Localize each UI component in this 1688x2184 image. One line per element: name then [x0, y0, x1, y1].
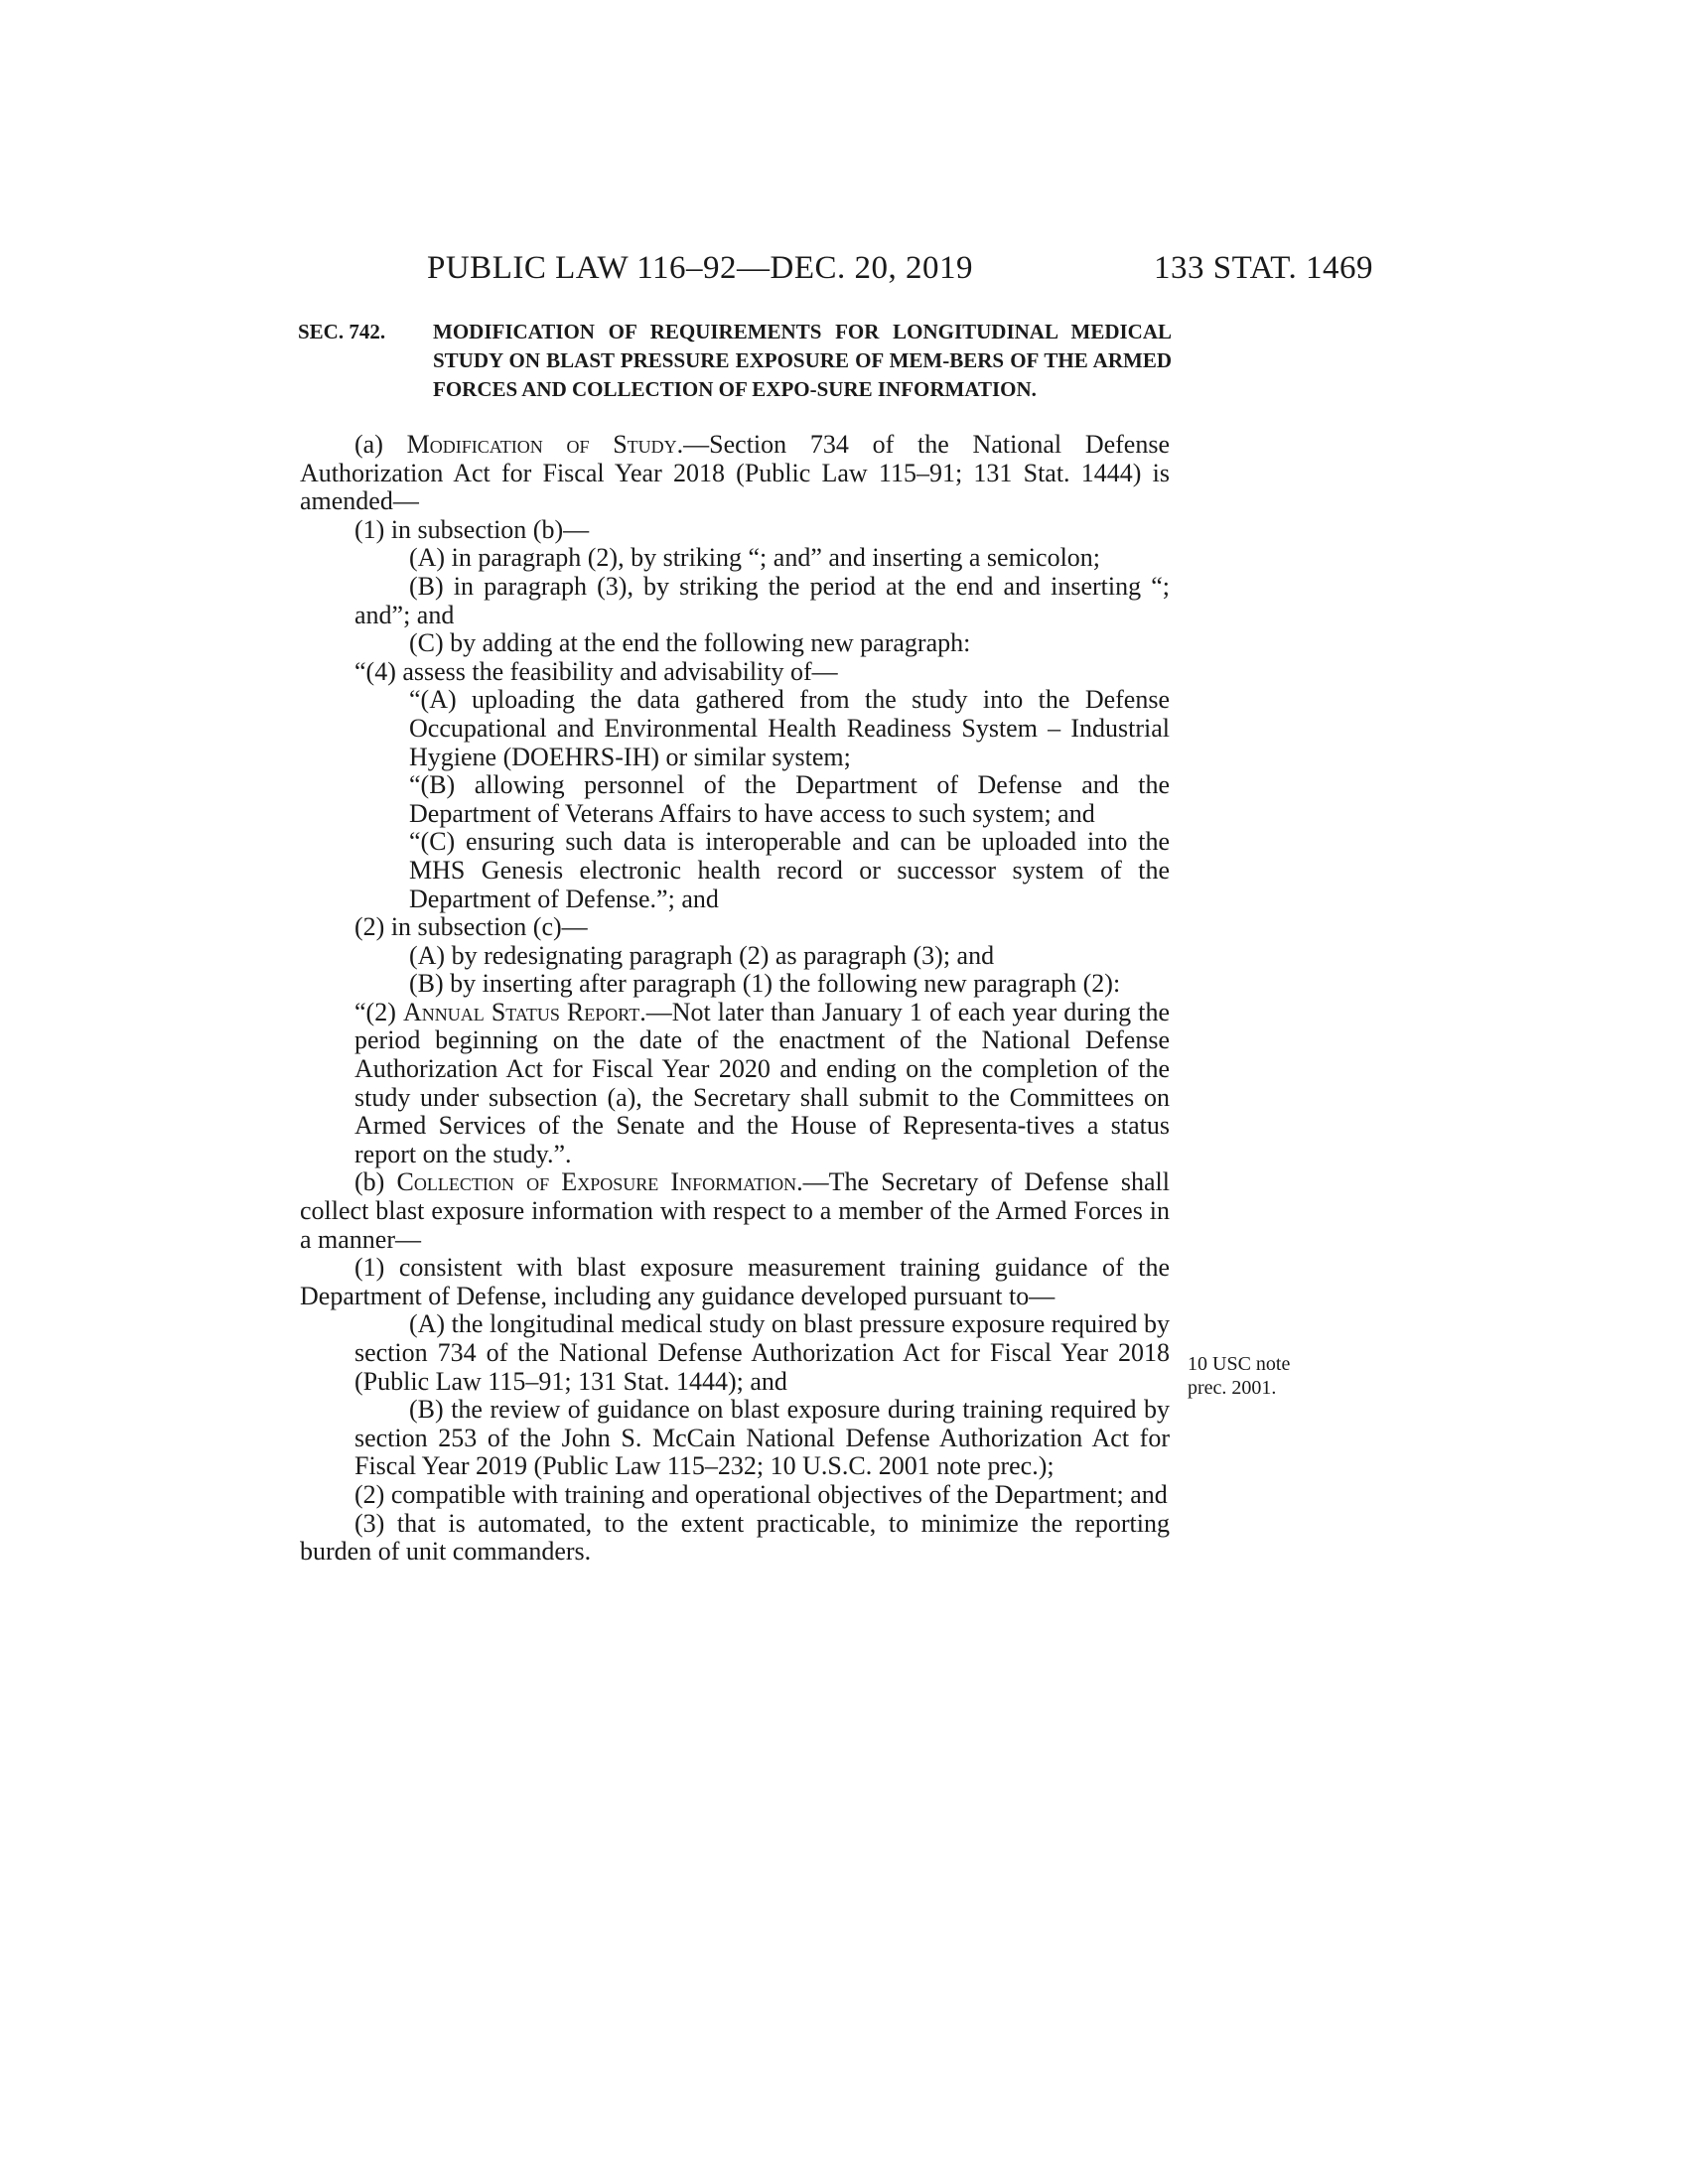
- page-number: 133 STAT. 1469: [1154, 250, 1374, 286]
- b-paragraph-1: (1) consistent with blast exposure measurement training guidance of the Department of Defense, including any guidance developed pursuant to—: [300, 1253, 1170, 1310]
- a-paragraph-2: (2) in subsection (c)—: [354, 912, 588, 942]
- quoted-annual-status-report: [300, 999, 1170, 1169]
- b-paragraph-3: (3) that is automated, to the extent practicable, to minimize the reporting burden of unit commanders.: [300, 1508, 1170, 1567]
- a-paragraph-2-A: (A) by redesignating paragraph (2) as paragraph (3); and: [409, 940, 995, 970]
- a-paragraph-1-B: (B) in paragraph (3), by striking the period at the end and inserting “; and”; and: [354, 571, 1170, 629]
- section-title: MODIFICATION OF REQUIREMENTS FOR LONGITUDINAL MEDICAL STUDY ON BLAST PRESSURE EXPOSURE OF MEM-BERS OF THE ARMED FORCES AND COLLECTION OF EXPO-SURE INFORMATION.: [433, 320, 1172, 401]
- margin-note-line-1: 10 USC note: [1188, 1353, 1291, 1375]
- a-paragraph-2-B: (B) by inserting after paragraph (1) the following new paragraph (2):: [409, 969, 1121, 999]
- annual-status-report-text: .—Not later than January 1 of each year during the period beginning on the date of the enactment of the National Defense Authorization Act for Fiscal Year 2020 and ending on the completion of the study under subsection (a), the Secretary shall submit to the Committees on Armed Services of the Senate and the House of Representa-tives a status report on the study.”.: [354, 997, 1171, 1168]
- b-paragraph-2: (2) compatible with training and operational objectives of the Department; and: [354, 1479, 1168, 1509]
- subsection-a-intro: [300, 431, 1170, 516]
- margin-note-line-2: prec. 2001.: [1188, 1377, 1277, 1399]
- a-paragraph-1: (1) in subsection (b)—: [354, 514, 590, 544]
- margin-note: [1188, 1352, 1327, 1400]
- b-paragraph-1-A: (A) the longitudinal medical study on blast pressure exposure required by section 734 of the National Defense Authorization Act for Fiscal Year 2018 (Public Law 115–91; 131 Stat. 1444); and: [354, 1309, 1170, 1396]
- subsection-a-text: .—Section 734 of the National Defense Authorization Act for Fiscal Year 2018 (Public Law 115–91; 131 Stat. 1444) is amended—: [300, 430, 1171, 516]
- quoted-paragraph-2-lead: “(2): [354, 997, 396, 1026]
- subsection-b-intro: [300, 1168, 1170, 1254]
- a-paragraph-1-C: (C) by adding at the end the following new paragraph:: [409, 628, 971, 658]
- b-paragraph-1-B: (B) the review of guidance on blast exposure during training required by section 253 of the John S. McCain National Defense Authorization Act for Fiscal Year 2019 (Public Law 115–232; 10 U.S.C. 2001 note prec.);: [354, 1395, 1170, 1481]
- annual-status-report-heading: Annual Status Report: [402, 997, 640, 1026]
- quoted-paragraph-4: “(4) assess the feasibility and advisability of—: [354, 656, 838, 686]
- section-body: [300, 431, 1170, 1567]
- quoted-paragraph-4-A: “(A) uploading the data gathered from the study into the Defense Occupational and Environmental Health Readiness System – Industrial Hygiene (DOEHRS-IH) or similar system;: [409, 685, 1170, 771]
- a-paragraph-1-A: (A) in paragraph (2), by striking “; and” and inserting a semicolon;: [409, 543, 1101, 573]
- subsection-b-heading: Collection of Exposure Information: [396, 1167, 797, 1197]
- subsection-a-lead: (a): [354, 430, 383, 459]
- quoted-paragraph-4-C: “(C) ensuring such data is interoperable and can be uploaded into the MHS Genesis electronic health record or successor system of the Department of Defense.”; and: [409, 827, 1170, 913]
- subsection-b-lead: (b): [354, 1167, 385, 1197]
- quoted-paragraph-4-B: “(B) allowing personnel of the Department of Defense and the Department of Veterans Affairs to have access to such system; and: [409, 770, 1170, 828]
- running-head-title: PUBLIC LAW 116–92—DEC. 20, 2019: [427, 250, 974, 286]
- section-heading: [298, 318, 1172, 404]
- subsection-a-heading: Modification of Study: [406, 430, 677, 459]
- running-head: [0, 250, 1688, 290]
- section-number: SEC. 742.: [298, 320, 386, 343]
- subsection-b-text: .—The Secretary of Defense shall collect blast exposure information with respect to a member of the Armed Forces in a manner—: [300, 1167, 1170, 1254]
